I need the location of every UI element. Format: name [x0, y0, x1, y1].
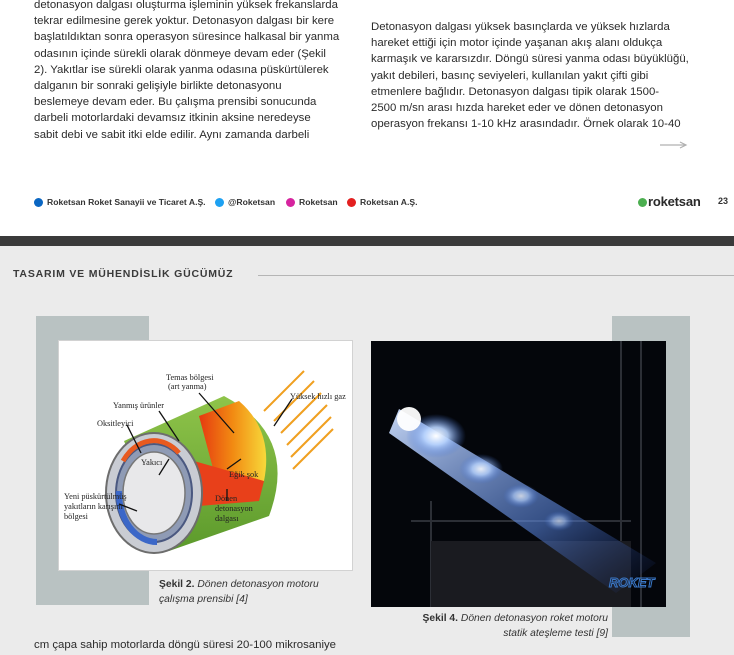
top-page: [0, 0, 734, 236]
section-title: TASARIM VE MÜHENDİSLİK GÜCÜMÜZ: [13, 268, 234, 280]
figure-4-label: Şekil 4.: [422, 613, 459, 624]
text-line: karmaşık ve kararsızdır. Döngü süresi yanma odası büyüklüğü,: [371, 53, 689, 66]
text-line: detonasyon dalgası oluşturma işleminin yüksek frekanslarda: [34, 0, 338, 11]
footer-linkedin[interactable]: [34, 197, 206, 207]
footer-linkedin-label: Roketsan Roket Sanayii ve Ticaret A.Ş.: [47, 197, 206, 207]
label-contact-region: Temas bölgesi: [166, 373, 214, 382]
instagram-icon: [286, 198, 295, 207]
linkedin-icon: [34, 198, 43, 207]
footer-twitter[interactable]: [215, 197, 275, 207]
figure-2-caption: [159, 578, 359, 607]
footer-instagram-label: Roketsan: [299, 197, 338, 207]
text-line: etmenlere bağlıdır. Detonasyon dalgası tipik olarak 1500-: [371, 85, 660, 98]
youtube-icon: [347, 198, 356, 207]
left-text-column: [34, 0, 354, 143]
firing-test-image: [371, 341, 666, 607]
label-oblique-shock: Eğik şok: [229, 470, 259, 479]
label-mixing-1: Yeni püskürtülmüş: [64, 492, 127, 501]
label-high-speed-gas: Yüksek hızlı gaz: [290, 392, 346, 401]
label-mixing-2: yakıtların karışım: [64, 502, 123, 511]
label-mixing-3: bölgesi: [64, 512, 88, 521]
brand-name: roketsan: [648, 194, 701, 209]
figure-firing-test-photo: [371, 341, 666, 607]
figure-2-caption-line1: Dönen detonasyon motoru: [197, 579, 319, 590]
footer-twitter-label: @Roketsan: [228, 197, 276, 207]
bottom-body-text: cm çapa sahip motorlarda döngü süresi 20-100 mikrosaniye: [34, 639, 337, 651]
right-text-column: [371, 19, 689, 132]
brand-dot-icon: [638, 198, 647, 207]
label-contact-afterburn: (art yanma): [168, 382, 207, 391]
figure-rde-principle: [58, 340, 353, 571]
text-line: operasyon frekansı 1-10 kHz arasındadır. Örnek olarak 10-40: [371, 118, 681, 131]
section-divider: [258, 275, 734, 276]
footer-youtube[interactable]: [347, 197, 417, 207]
text-line: beslemeye devam eder. Bu çalışma prensibi sonucunda: [34, 96, 317, 109]
text-line: sabit debi ve sabit itki elde edilir. Aynı zamanda darbeli: [34, 128, 310, 141]
text-line: darbeli motorlardaki devamsız itkinin aksine neredeyse: [34, 112, 311, 125]
continue-arrow-icon: [660, 140, 688, 150]
rde-diagram: [59, 341, 354, 572]
label-burned-products: Yanmış ürünler: [113, 401, 165, 410]
page-number: 23: [718, 196, 729, 206]
text-line: dalganın bir sonraki gelişiyle birlikte detonasyonu: [34, 80, 282, 93]
text-line: yakıt debileri, basınç seviyeleri, kullanılan yakıt çifti gibi: [371, 69, 649, 82]
figure-4-caption-line2: statik ateşleme testi [9]: [503, 627, 608, 639]
footer-youtube-label: Roketsan A.Ş.: [360, 197, 418, 207]
nozzle-glow: [397, 407, 421, 431]
figure-4-caption-line1: Dönen detonasyon roket motoru: [460, 613, 608, 624]
footer-instagram[interactable]: [286, 197, 338, 207]
text-line: 2500 m/sn arası hızda hareket eder ve dönen detonasyon: [371, 102, 663, 115]
label-oxidizer: Oksitleyici: [97, 419, 134, 428]
brand-logo: [638, 194, 701, 209]
photo-watermark: ROKET: [609, 575, 655, 590]
label-fuel: Yakıcı: [141, 458, 163, 467]
text-line: hareket ettiği için motor içinde yaşanan akış alanı oldukça: [371, 37, 663, 50]
twitter-icon: [215, 198, 224, 207]
label-wave-2: detonasyon: [215, 504, 253, 513]
figure-2-caption-line2: çalışma prensibi [4]: [159, 593, 248, 605]
page-footer: [34, 194, 734, 211]
text-line: Detonasyon dalgası yüksek basınçlarda ve yüksek hızlarda: [371, 21, 670, 33]
text-line: başlatıldıktan sonra operasyon süresince halkasal bir yanma: [34, 31, 340, 44]
text-line: 2). Yakıtlar ise sürekli olarak yanma odasına püskürtülerek: [34, 63, 329, 76]
figure-2-label: Şekil 2.: [159, 579, 195, 590]
label-wave-3: dalgası: [215, 514, 239, 523]
figure-4-caption: [396, 612, 608, 641]
text-line: odasının içinde sürekli olarak dönmeye devam eder (Şekil: [34, 47, 326, 60]
label-wave-1: Dönen: [215, 494, 238, 503]
text-line: tekrar edilmesine gerek yoktur. Detonasyon dalgası bir kere: [34, 15, 335, 28]
page-separator: [0, 236, 734, 246]
